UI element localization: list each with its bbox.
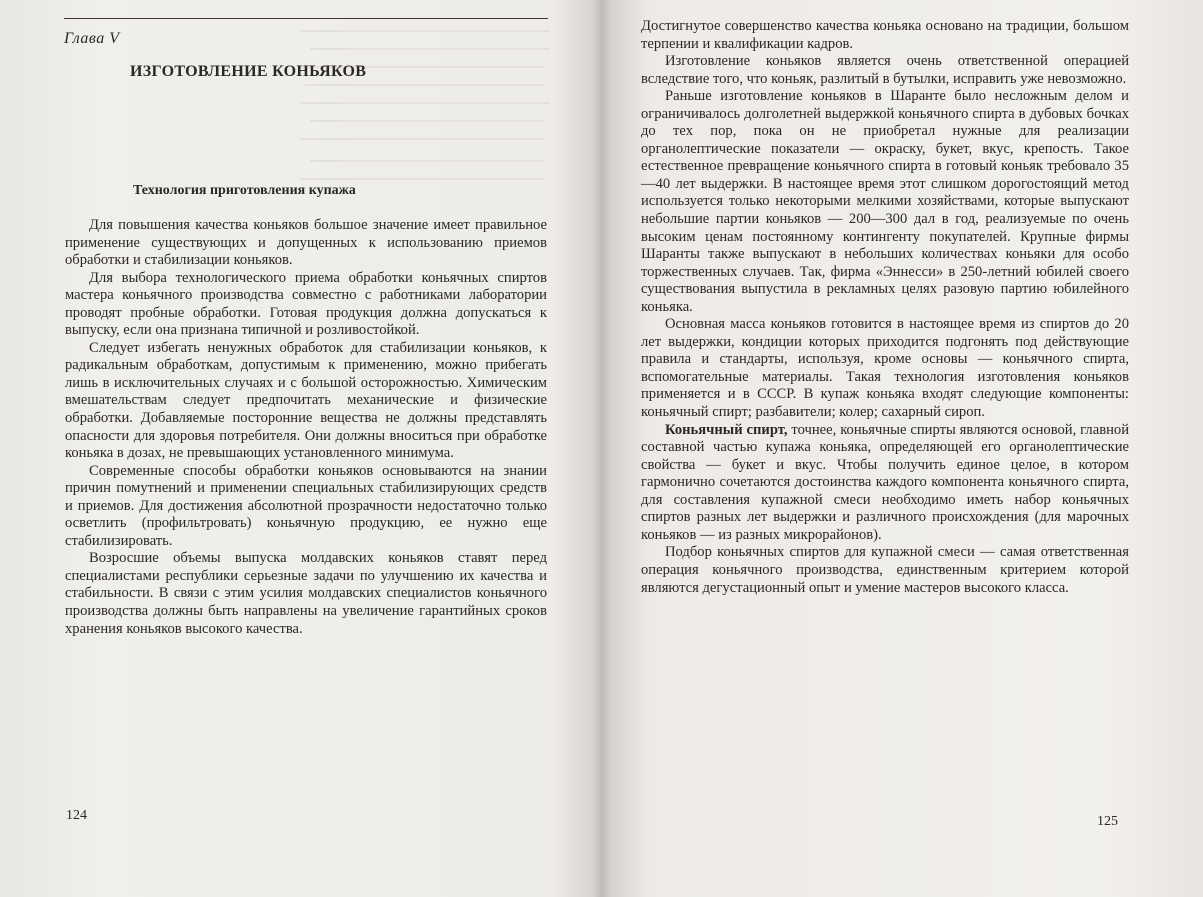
paragraph: Раньше изготовление коньяков в Шаранте было несложным делом и ограничивалось долголетней выдержкой коньячного спирта в дубовых бочках до тех пор, пока он не приобретал нужные для реализации органолептические показатели — окраску, букет, вкус, крепость. Такое естественное превращение коньячного спирта в готовый коньяк требовало 35—40 лет выдержки. В настоящее время этот слишком дорогостоящий метод используется только некоторыми мелкими хозяйствами, которые выпускают небольшие партии коньяков — 200—300 дал в год, реализуемые по очень высоким ценам постоянному контингенту покупателей. Крупные фирмы Шаранты также выпускают в небольших количествах коньяки для особо торжественных случаев. Так, фирма «Эннесси» в 250-летний юбилей своего существования выпустила в рекламных целях разовую партию юбилейного коньяка. [641, 88, 1129, 315]
paragraph: Следует избегать ненужных обработок для стабилизации коньяков, к радикальным обработкам, допустимым к применению, можно прибегать лишь в исключительных случаях и с большой осторожностью. Химическим вмешательствам следует предпочитать механические и физические обработки. Добавляемые посторонние вещества не должны представлять опасности для здоровья потребителя. Они должны вноситься при обработке коньяка в дозах, не превышающих установленного минимума. [65, 339, 547, 462]
paragraph: Возросшие объемы выпуска молдавских коньяков ставят перед специалистами республики серьезные задачи по улучшению их качества и стабильности. В связи с этим усилия молдавских специалистов коньячного производства должны быть направлены на увеличение гарантийных сроков хранения коньяков высокого качества. [65, 550, 547, 637]
paragraph: Достигнутое совершенство качества коньяка основано на традиции, большом терпении и квалификации кадров. [641, 18, 1129, 52]
section-subtitle: Технология приготовления купажа [133, 183, 356, 198]
paragraph-text: точнее, коньячные спирты являются основой, главной составной частью купажа коньяка, определяющей его органолептические свойства — букет и вкус. Чтобы получить единое целое, в котором гармонично сочетаются достоинства каждого компонента коньячного спирта, для составления купажной смеси необходимо иметь набор коньячных спиртов разных лет выдержки и различного происхождения (для марочных коньяков — из разных микрорайонов). [641, 421, 1129, 543]
term-bold: Коньячный спирт, [665, 421, 788, 438]
page-number: 125 [1097, 814, 1118, 829]
paragraph: Для выбора технологического приема обработки коньячных спиртов мастера коньячного производства совместно с работниками лаборатории проводят пробные обработки. Готовая продукция должна допускаться к выпуску, если она признана типичной и розливостойкой. [65, 269, 547, 339]
page-number: 124 [66, 808, 87, 823]
paragraph: Для повышения качества коньяков большое значение имеет правильное применение существующих и допущенных к использованию приемов обработки и стабилизации коньяков. [65, 217, 547, 269]
paragraph [641, 422, 1129, 545]
left-page-body [65, 217, 547, 638]
paragraph: Изготовление коньяков является очень ответственной операцией вследствие того, что коньяк, разлитый в бутылки, исправить уже невозможно. [641, 53, 1129, 87]
left-page [0, 0, 600, 897]
header-rule [64, 18, 548, 19]
paragraph: Современные способы обработки коньяков основываются на знании причин помутнений и применении специальных стабилизирующих средств и приемов. Для достижения абсолютной прозрачности недостаточно только осветлить (профильтровать) коньячную продукцию, ее нужно еще стабилизировать. [65, 462, 547, 549]
paragraph: Основная масса коньяков готовится в настоящее время из спиртов до 20 лет выдержки, кондиции которых приходится подгонять под действующие правила и стандарты, используя, кроме основы — коньячного спирта, вспомогательные материалы. Такая технология изготовления коньяков применяется и в СССР. В купаж коньяка входят следующие компоненты: коньячный спирт; разбавители; колер; сахарный сироп. [641, 316, 1129, 421]
right-page-body [641, 18, 1129, 597]
paragraph: Подбор коньячных спиртов для купажной смеси — самая ответственная операция коньячного производства, единственным критерием которой являются дегустационный опыт и умение мастеров высокого класса. [641, 544, 1129, 596]
chapter-heading: Глава V [64, 30, 120, 47]
chapter-title: ИЗГОТОВЛЕНИЕ КОНЬЯКОВ [130, 63, 367, 80]
